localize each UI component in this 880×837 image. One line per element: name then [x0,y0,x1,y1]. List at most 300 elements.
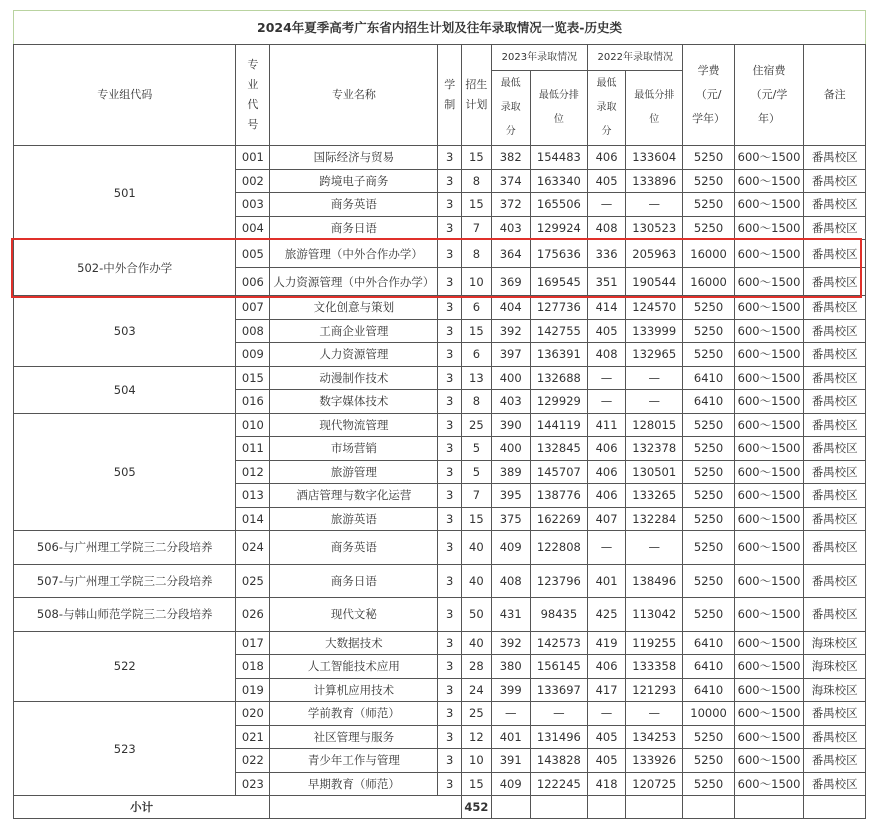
2023-min-score-cell: 390 [491,413,530,437]
2022-min-rank-cell: 128015 [626,413,683,437]
2022-min-rank-cell: 133358 [626,655,683,679]
2023-min-rank-cell: 133697 [530,678,587,702]
2022-min-rank-cell: 121293 [626,678,683,702]
major-code-cell: 014 [236,507,270,531]
tuition-cell: 5250 [683,749,734,773]
major-name-cell: 动漫制作技术 [270,366,438,390]
major-code-cell: 012 [236,460,270,484]
duration-cell: 3 [438,319,462,343]
table-row [14,564,866,598]
header-2022-min-rank: 最低分排位 [626,71,683,146]
2022-min-rank-cell: 113042 [626,598,683,632]
enroll-plan-cell: 5 [462,460,492,484]
enroll-plan-cell: 5 [462,437,492,461]
major-code-cell: 008 [236,319,270,343]
2023-min-rank-cell: 142755 [530,319,587,343]
major-code-cell: 026 [236,598,270,632]
dorm-fee-cell: 600～1500 [734,564,804,598]
major-code-cell: 021 [236,725,270,749]
major-code-cell: 003 [236,193,270,217]
2023-min-score-cell: 382 [491,146,530,170]
note-cell: 番禺校区 [804,390,866,414]
dorm-fee-cell: 600～1500 [734,772,804,796]
duration-cell: 3 [438,366,462,390]
note-cell: 海珠校区 [804,655,866,679]
dorm-fee-cell: 600～1500 [734,631,804,655]
duration-cell: 3 [438,564,462,598]
duration-cell: 3 [438,169,462,193]
tuition-cell: 6410 [683,366,734,390]
duration-cell: 3 [438,598,462,632]
enroll-plan-cell: 40 [462,564,492,598]
2023-min-score-cell: 364 [491,240,530,268]
major-name-cell: 社区管理与服务 [270,725,438,749]
dorm-fee-cell: 600～1500 [734,484,804,508]
group-code-cell: 523 [14,702,236,796]
2022-min-rank-cell: 130523 [626,216,683,240]
total-row [14,796,866,819]
empty-cell [626,796,683,819]
header-2023: 2023年录取情况 [491,45,587,71]
2023-min-rank-cell: 127736 [530,296,587,320]
2023-min-score-cell: 409 [491,772,530,796]
enroll-plan-cell: 10 [462,749,492,773]
2023-min-rank-cell: 136391 [530,343,587,367]
group-code-cell: 503 [14,296,236,367]
header-major-name: 专业名称 [270,45,438,146]
enroll-plan-cell: 15 [462,507,492,531]
2023-min-score-cell: 369 [491,268,530,296]
table-row [14,296,866,320]
note-cell: 番禺校区 [804,193,866,217]
major-code-cell: 001 [236,146,270,170]
dorm-fee-cell: 600～1500 [734,507,804,531]
2022-min-score-cell: 405 [588,725,626,749]
table-header [14,45,866,146]
2023-min-score-cell: 397 [491,343,530,367]
tuition-cell: 5250 [683,296,734,320]
major-name-cell: 现代文秘 [270,598,438,632]
tuition-cell: 5250 [683,193,734,217]
major-name-cell: 大数据技术 [270,631,438,655]
2023-min-score-cell: 400 [491,366,530,390]
major-name-cell: 国际经济与贸易 [270,146,438,170]
major-code-cell: 024 [236,531,270,565]
enroll-plan-cell: 7 [462,484,492,508]
major-code-cell: 022 [236,749,270,773]
empty-cell [491,796,530,819]
tuition-cell: 5250 [683,460,734,484]
tuition-cell: 5250 [683,531,734,565]
2023-min-score-cell: 400 [491,437,530,461]
header-major-code: 专业代号 [236,45,270,146]
major-name-cell: 现代物流管理 [270,413,438,437]
dorm-fee-cell: 600～1500 [734,460,804,484]
tuition-cell: 5250 [683,146,734,170]
2023-min-rank-cell: 129929 [530,390,587,414]
2023-min-score-cell: 395 [491,484,530,508]
header-tuition: 学费（元/学年） [683,45,734,146]
major-name-cell: 市场营销 [270,437,438,461]
2023-min-rank-cell: 162269 [530,507,587,531]
header-note: 备注 [804,45,866,146]
major-code-cell: 013 [236,484,270,508]
enroll-plan-cell: 15 [462,772,492,796]
tuition-cell: 5250 [683,169,734,193]
major-name-cell: 商务日语 [270,564,438,598]
major-name-cell: 早期教育（师范） [270,772,438,796]
2022-min-rank-cell: 133896 [626,169,683,193]
dorm-fee-cell: 600～1500 [734,702,804,726]
2023-min-rank-cell: 131496 [530,725,587,749]
dorm-fee-cell: 600～1500 [734,749,804,773]
2022-min-score-cell: 401 [588,564,626,598]
major-name-cell: 商务英语 [270,193,438,217]
dorm-fee-cell: 600～1500 [734,678,804,702]
note-cell: 番禺校区 [804,460,866,484]
duration-cell: 3 [438,631,462,655]
major-name-cell: 文化创意与策划 [270,296,438,320]
2023-min-rank-cell: 169545 [530,268,587,296]
dorm-fee-cell: 600～1500 [734,296,804,320]
major-code-cell: 017 [236,631,270,655]
header-2023-min-score: 最低录取分 [491,71,530,146]
major-code-cell: 016 [236,390,270,414]
empty-cell [588,796,626,819]
major-code-cell: 007 [236,296,270,320]
2022-min-score-cell: 405 [588,169,626,193]
note-cell: 番禺校区 [804,484,866,508]
major-name-cell: 数字媒体技术 [270,390,438,414]
table-row [14,413,866,437]
duration-cell: 3 [438,296,462,320]
major-name-cell: 跨境电子商务 [270,169,438,193]
enroll-plan-cell: 8 [462,240,492,268]
2022-min-rank-cell: 133604 [626,146,683,170]
tuition-cell: 5250 [683,484,734,508]
major-name-cell: 学前教育（师范） [270,702,438,726]
tuition-cell: 5250 [683,437,734,461]
dorm-fee-cell: 600～1500 [734,390,804,414]
tuition-cell: 5250 [683,507,734,531]
2023-min-rank-cell: 175636 [530,240,587,268]
2023-min-rank-cell: 163340 [530,169,587,193]
2023-min-score-cell: 431 [491,598,530,632]
tuition-cell: 10000 [683,702,734,726]
2022-min-score-cell: 351 [588,268,626,296]
2023-min-rank-cell: 122245 [530,772,587,796]
note-cell: 番禺校区 [804,437,866,461]
major-name-cell: 人力资源管理 [270,343,438,367]
note-cell: 海珠校区 [804,631,866,655]
group-code-cell: 522 [14,631,236,702]
2022-min-score-cell: 411 [588,413,626,437]
table-body [14,146,866,819]
dorm-fee-cell: 600～1500 [734,169,804,193]
2022-min-rank-cell: — [626,531,683,565]
table-row [14,146,866,170]
tuition-cell: 6410 [683,631,734,655]
note-cell: 番禺校区 [804,319,866,343]
major-name-cell: 计算机应用技术 [270,678,438,702]
enroll-plan-cell: 8 [462,390,492,414]
duration-cell: 3 [438,413,462,437]
major-code-cell: 004 [236,216,270,240]
dorm-fee-cell: 600～1500 [734,366,804,390]
table-row [14,531,866,565]
tuition-cell: 6410 [683,678,734,702]
tuition-cell: 16000 [683,240,734,268]
2023-min-score-cell: 375 [491,507,530,531]
duration-cell: 3 [438,146,462,170]
note-cell: 番禺校区 [804,531,866,565]
2023-min-score-cell: 404 [491,296,530,320]
empty-cell [270,796,462,819]
major-name-cell: 商务英语 [270,531,438,565]
duration-cell: 3 [438,460,462,484]
major-code-cell: 020 [236,702,270,726]
enroll-plan-cell: 6 [462,296,492,320]
enroll-plan-cell: 25 [462,413,492,437]
major-code-cell: 010 [236,413,270,437]
2022-min-rank-cell: 133999 [626,319,683,343]
enroll-plan-cell: 40 [462,631,492,655]
major-name-cell: 人力资源管理（中外合作办学） [270,268,438,296]
2023-min-score-cell: 401 [491,725,530,749]
enroll-plan-cell: 7 [462,216,492,240]
tuition-cell: 5250 [683,319,734,343]
major-code-cell: 018 [236,655,270,679]
2023-min-rank-cell: 165506 [530,193,587,217]
note-cell: 番禺校区 [804,366,866,390]
note-cell: 番禺校区 [804,146,866,170]
major-name-cell: 工商企业管理 [270,319,438,343]
note-cell: 番禺校区 [804,507,866,531]
dorm-fee-cell: 600～1500 [734,146,804,170]
dorm-fee-cell: 600～1500 [734,240,804,268]
note-cell: 番禺校区 [804,564,866,598]
major-name-cell: 旅游管理（中外合作办学） [270,240,438,268]
dorm-fee-cell: 600～1500 [734,343,804,367]
enroll-plan-cell: 40 [462,531,492,565]
note-cell: 番禺校区 [804,413,866,437]
dorm-fee-cell: 600～1500 [734,531,804,565]
2023-min-score-cell: 380 [491,655,530,679]
2022-min-rank-cell: — [626,702,683,726]
enroll-plan-cell: 15 [462,319,492,343]
2023-min-rank-cell: 145707 [530,460,587,484]
header-2022-min-score: 最低录取分 [588,71,626,146]
2022-min-rank-cell: 133926 [626,749,683,773]
2022-min-score-cell: 406 [588,146,626,170]
header-group-code: 专业组代码 [14,45,236,146]
2022-min-rank-cell: 134253 [626,725,683,749]
2023-min-score-cell: — [491,702,530,726]
2022-min-rank-cell: 119255 [626,631,683,655]
major-name-cell: 旅游管理 [270,460,438,484]
dorm-fee-cell: 600～1500 [734,598,804,632]
2023-min-rank-cell: 138776 [530,484,587,508]
2023-min-score-cell: 392 [491,319,530,343]
duration-cell: 3 [438,343,462,367]
duration-cell: 3 [438,437,462,461]
2022-min-score-cell: 417 [588,678,626,702]
enroll-plan-cell: 13 [462,366,492,390]
2022-min-rank-cell: — [626,193,683,217]
duration-cell: 3 [438,749,462,773]
empty-cell [683,796,734,819]
2023-min-rank-cell: 132845 [530,437,587,461]
empty-cell [530,796,587,819]
header-enroll-plan: 招生计划 [462,45,492,146]
2022-min-score-cell: 405 [588,319,626,343]
tuition-cell: 5250 [683,343,734,367]
total-value: 452 [462,796,492,819]
group-code-cell: 504 [14,366,236,413]
note-cell: 番禺校区 [804,169,866,193]
major-code-cell: 025 [236,564,270,598]
tuition-cell: 5250 [683,564,734,598]
2023-min-score-cell: 403 [491,390,530,414]
note-cell: 番禺校区 [804,296,866,320]
2022-min-score-cell: 408 [588,216,626,240]
enroll-plan-cell: 8 [462,169,492,193]
duration-cell: 3 [438,216,462,240]
2023-min-rank-cell: 156145 [530,655,587,679]
empty-cell [734,796,804,819]
major-name-cell: 旅游英语 [270,507,438,531]
2022-min-score-cell: 406 [588,655,626,679]
major-name-cell: 酒店管理与数字化运营 [270,484,438,508]
tuition-cell: 5250 [683,772,734,796]
2022-min-rank-cell: 133265 [626,484,683,508]
2022-min-rank-cell: 190544 [626,268,683,296]
major-code-cell: 023 [236,772,270,796]
table-row [14,240,866,268]
enrollment-table [13,44,866,819]
duration-cell: 3 [438,531,462,565]
duration-cell: 3 [438,655,462,679]
enroll-plan-cell: 28 [462,655,492,679]
note-cell: 番禺校区 [804,702,866,726]
tuition-cell: 6410 [683,655,734,679]
duration-cell: 3 [438,702,462,726]
major-code-cell: 015 [236,366,270,390]
note-cell: 番禺校区 [804,216,866,240]
2022-min-score-cell: — [588,531,626,565]
total-label: 小计 [14,796,270,819]
2022-min-score-cell: 418 [588,772,626,796]
2023-min-score-cell: 392 [491,631,530,655]
2023-min-rank-cell: 142573 [530,631,587,655]
table-row [14,598,866,632]
enroll-plan-cell: 24 [462,678,492,702]
group-code-cell: 507-与广州理工学院三二分段培养 [14,564,236,598]
group-code-cell: 506-与广州理工学院三二分段培养 [14,531,236,565]
2023-min-score-cell: 408 [491,564,530,598]
enroll-plan-cell: 6 [462,343,492,367]
enroll-plan-cell: 12 [462,725,492,749]
2023-min-score-cell: 399 [491,678,530,702]
group-code-cell: 501 [14,146,236,240]
note-cell: 番禺校区 [804,725,866,749]
group-code-cell: 505 [14,413,236,531]
2022-min-score-cell: 406 [588,484,626,508]
2022-min-score-cell: 405 [588,749,626,773]
enroll-plan-cell: 15 [462,146,492,170]
duration-cell: 3 [438,678,462,702]
2022-min-rank-cell: 132284 [626,507,683,531]
2022-min-rank-cell: 120725 [626,772,683,796]
note-cell: 番禺校区 [804,240,866,268]
table-row [14,366,866,390]
major-code-cell: 006 [236,268,270,296]
table-title: 2024年夏季高考广东省内招生计划及往年录取情况一览表-历史类 [13,10,866,44]
2022-min-score-cell: 336 [588,240,626,268]
2022-min-rank-cell: 132965 [626,343,683,367]
2023-min-rank-cell: 98435 [530,598,587,632]
dorm-fee-cell: 600～1500 [734,268,804,296]
header-2022: 2022年录取情况 [588,45,683,71]
dorm-fee-cell: 600～1500 [734,413,804,437]
enrollment-table-wrapper [13,10,866,819]
note-cell: 海珠校区 [804,678,866,702]
header-duration: 学制 [438,45,462,146]
2022-min-rank-cell: 138496 [626,564,683,598]
2023-min-rank-cell: 129924 [530,216,587,240]
2023-min-rank-cell: 143828 [530,749,587,773]
2022-min-rank-cell: 124570 [626,296,683,320]
2022-min-score-cell: 407 [588,507,626,531]
note-cell: 番禺校区 [804,772,866,796]
note-cell: 番禺校区 [804,598,866,632]
group-code-cell: 508-与韩山师范学院三二分段培养 [14,598,236,632]
2022-min-score-cell: — [588,390,626,414]
2022-min-score-cell: — [588,193,626,217]
2022-min-rank-cell: — [626,366,683,390]
2022-min-score-cell: 425 [588,598,626,632]
duration-cell: 3 [438,193,462,217]
tuition-cell: 5250 [683,216,734,240]
major-code-cell: 002 [236,169,270,193]
2023-min-score-cell: 409 [491,531,530,565]
2023-min-score-cell: 374 [491,169,530,193]
duration-cell: 3 [438,240,462,268]
enroll-plan-cell: 15 [462,193,492,217]
2023-min-rank-cell: 122808 [530,531,587,565]
2023-min-score-cell: 389 [491,460,530,484]
major-code-cell: 011 [236,437,270,461]
table-row [14,631,866,655]
2022-min-score-cell: 406 [588,437,626,461]
major-name-cell: 商务日语 [270,216,438,240]
2022-min-score-cell: 419 [588,631,626,655]
duration-cell: 3 [438,390,462,414]
tuition-cell: 16000 [683,268,734,296]
2023-min-rank-cell: 154483 [530,146,587,170]
2023-min-rank-cell: 123796 [530,564,587,598]
2023-min-score-cell: 391 [491,749,530,773]
note-cell: 番禺校区 [804,343,866,367]
duration-cell: 3 [438,484,462,508]
major-code-cell: 005 [236,240,270,268]
major-name-cell: 人工智能技术应用 [270,655,438,679]
2023-min-rank-cell: — [530,702,587,726]
table-row [14,702,866,726]
enroll-plan-cell: 10 [462,268,492,296]
duration-cell: 3 [438,268,462,296]
note-cell: 番禺校区 [804,268,866,296]
